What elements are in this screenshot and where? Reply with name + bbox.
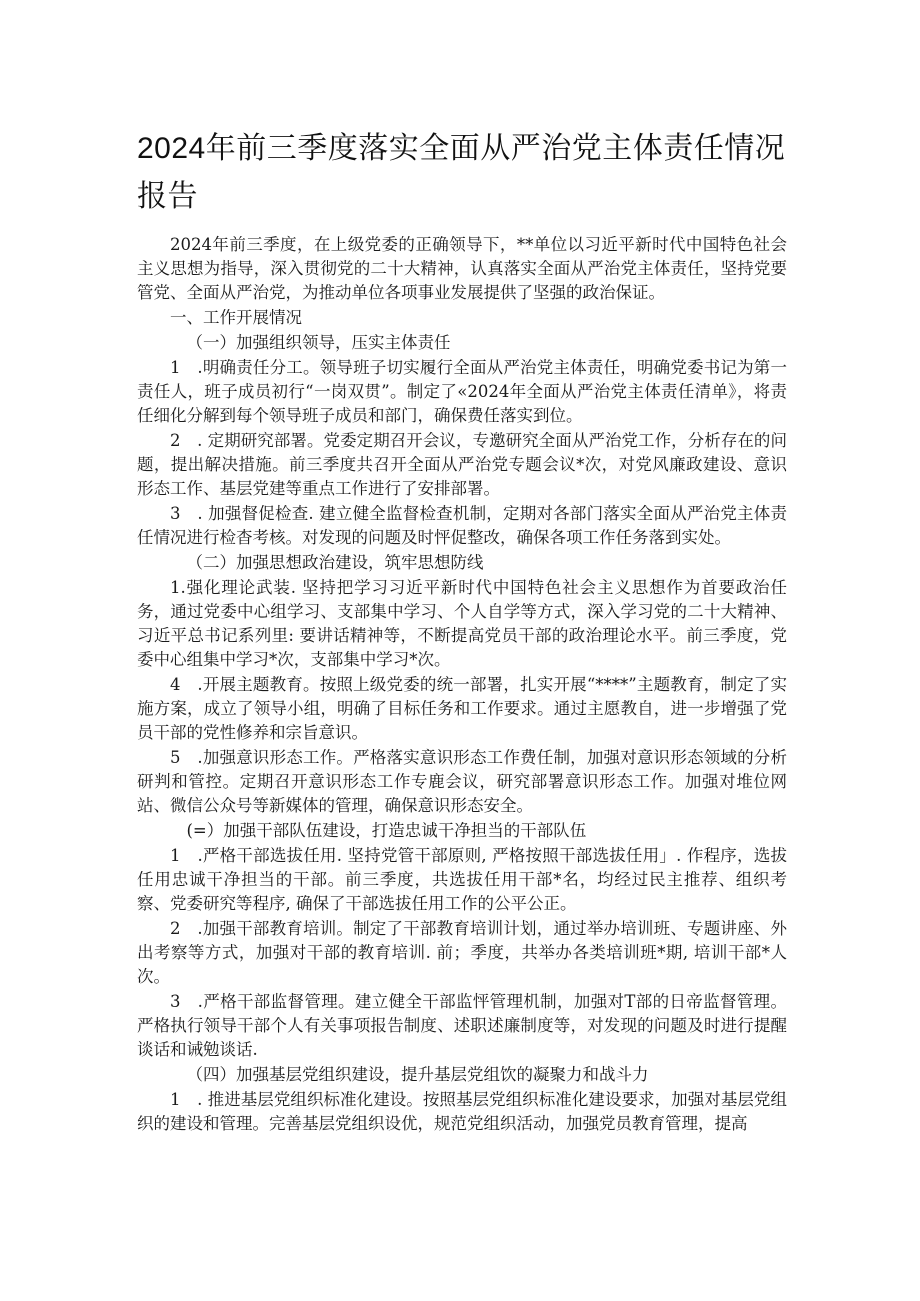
list-item: 3 . 加强督促检查. 建立健全监督检查机制，定期对各部门落实全面从严治党主体责任情况进行检杳考核。对发现的问题及时怦促整改，确保各项工作任务落到实处。 (137, 504, 787, 547)
list-item: 5 .加强意识形态工作。严格落实意识形态工作费任制，加强对意识形态领域的分析研判和管控。定期召开意识形态工作专鹿会议，研究部署意识形态工作。加强对堆位网站、微信公众号等新媒体的管理，确保意识形态安全。 (137, 748, 787, 815)
list-item: 1.强化理论武装. 坚持把学习习近平新时代中国特色社会主义思想作为首要政治任务，通过党委中心组学习、支部集中学习、个人自学等方式，深入学习党的二十大精神、习近平总书记系列里: 要讲话精神等，不断提高党员干部的政治理论水平。前三季度，党委中心组集中学习*次，支部集中学习*次。 (137, 578, 787, 669)
subsection-heading-3: (=）加强干部队伍建设，打造忠诚干净担当的干部队伍 (186, 821, 587, 840)
list-item: 1 .明确责任分工。领导班子切实履行全面从严治党主体责任，明确党委书记为第一责任人，班子成员初行“一岗双贯”。制定了«2024年全面从严治党主体责任清单》，将责任细化分解到每个领导班子成员和部门，确保费任落实到位。 (137, 358, 787, 425)
document-title: 2024年前三季度落实全面从严治党主体责任情况报告 (137, 132, 786, 213)
list-item: 4 .开展主题教育。按照上级党委的统一部署，扎实开展“****”主题教育，制定了实施方案，成立了领导小组，明确了目标任务和工作要求。通过主愿教自，进一步增强了党员干部的党性修养和宗旨意识。 (137, 675, 787, 742)
subsection-heading-2: （二）加强思想政治建设，筑牢思想防线 (186, 553, 484, 572)
list-item: 2 . 定期研究部署。党委定期召开会议，专邀研究全面从严治党工作，分析存在的问题，提出解决措施。前三季度共召开全面从严治党专题会议*次，对党风廉政建设、意识形态工作、基层党建等重点工作进行了安排部署。 (137, 431, 787, 498)
intro-paragraph: 2024年前三季度，在上级党委的正确领导下，**单位以习近平新时代中国特色社会主义思想为指导，深入贯彻党的二十大精神，认真落实全面从严治党主体责任，坚持党要管党、全面从严治党，为推动单位各项事业发展提供了坚强的政治保证。 (137, 235, 787, 302)
list-item: 2 .加强干部教育培训。制定了干部教育培训计划，通过举办培训班、专题讲座、外出考察等方式，加强对干部的教育培训. 前；季度，共举办各类培训班*期, 培训干部*人次。 (137, 919, 787, 986)
list-item: 1 . 推进基层党组织标准化建设。按照基层党组织标准化建设要求，加强对基层党组织的建设和管理。完善基层党组织设优，规范党组织活动，加强党员教育管理，提高 (137, 1090, 787, 1133)
document-body (137, 233, 787, 1137)
subsection-heading-4: （四）加强基层党组织建设，提升基层党组饮的凝聚力和战斗力 (186, 1065, 649, 1084)
list-item: 1 .严格干部选拔任用. 坚持党管干部原则, 严格按照干部选拔任用」. 作程序，选拔任用忠诚干净担当的干部。前三季度，共选拔任用干部*名，均经过民主推荐、组织考察、党委研究等程序, 确保了干部选拔任用工作的公平公正。 (137, 846, 787, 913)
section-heading-work: 一、工作开展情况 (170, 308, 302, 327)
list-item: 3 .严格干部监督管理。建立健全干部监怦管理机制，加强对T部的日帝监督管理。严格执行领导干部个人有关事项报告制度、述职述廉制度等，对发现的问题及时进行提醒谈话和诫勉谈话. (137, 992, 787, 1059)
subsection-heading-1: （一）加强组织领导，压实主体责任 (186, 333, 451, 352)
